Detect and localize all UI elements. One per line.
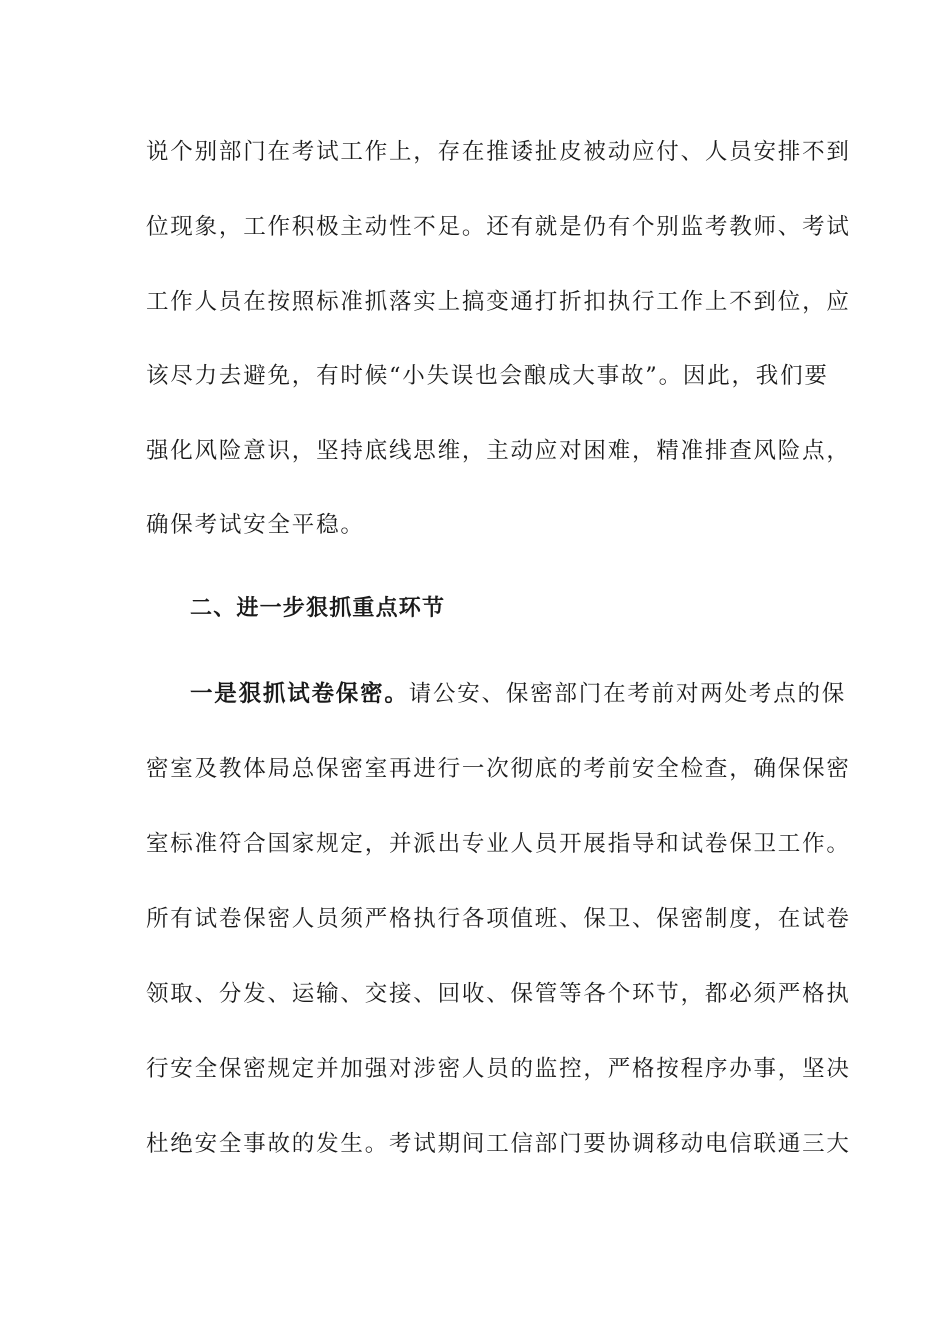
paragraph-line: 强化风险意识，坚持底线思维，主动应对困难，精准排查风险点， [146,438,851,464]
paragraph-line: 工作人员在按照标准抓落实上搞变通打折扣执行工作上不到位，应 [146,289,851,315]
paragraph-line: 所有试卷保密人员须严格执行各项值班、保卫、保密制度，在试卷 [146,906,851,932]
paragraph-lead: 一是狠抓试卷保密。 [190,681,409,707]
paragraph-line: 说个别部门在考试工作上，存在推诿扯皮被动应付、人员安排不到 [146,139,851,165]
paragraph-line: 领取、分发、运输、交接、回收、保管等各个环节，都必须严格执 [146,981,851,1007]
paragraph-line: 杜绝安全事故的发生。考试期间工信部门要协调移动电信联通三大 [146,1131,851,1157]
paragraph-line: 该尽力去避免，有时候“小失误也会酿成大事故”。因此，我们要 [146,363,829,389]
paragraph-line: 行安全保密规定并加强对涉密人员的监控，严格按程序办事，坚决 [146,1056,851,1082]
paragraph-line: 确保考试安全平稳。 [146,512,365,538]
paragraph-line: 位现象，工作积极主动性不足。还有就是仍有个别监考教师、考试 [146,214,851,240]
section-heading: 二、进一步狠抓重点环节 [190,596,446,621]
paragraph-line: 密室及教体局总保密室再进行一次彻底的考前安全检查，确保保密 [146,756,851,782]
paragraph-first-line [190,679,847,709]
paragraph-first-rest: 请公安、保密部门在考前对两处考点的保 [408,681,847,707]
paragraph-line: 室标准符合国家规定，并派出专业人员开展指导和试卷保卫工作。 [146,831,851,857]
